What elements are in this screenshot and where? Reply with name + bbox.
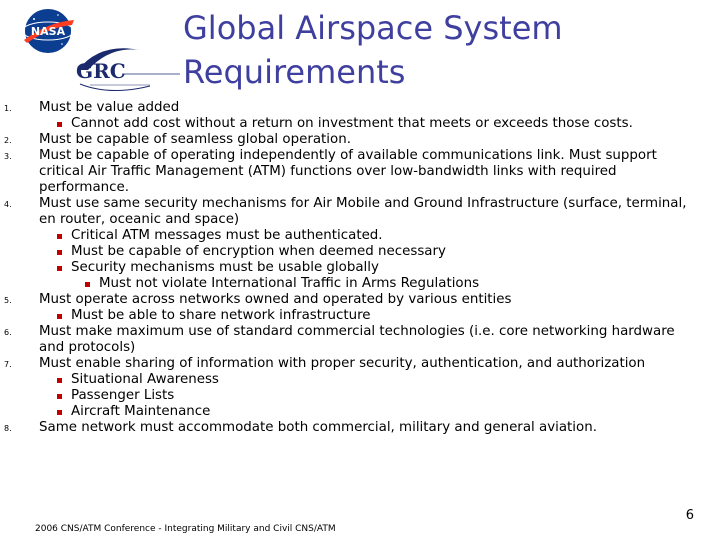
requirement-text: Must make maximum use of standard commercial technologies (i.e. core networking hardware and protocols) — [39, 324, 675, 355]
sub-requirement-text: Security mechanisms must be usable globally — [71, 260, 379, 275]
requirement-item — [0, 324, 700, 356]
sub-requirement — [0, 116, 700, 132]
page-number: 6 — [685, 508, 694, 523]
requirement-item — [0, 356, 700, 372]
requirement-number: 2. — [4, 136, 12, 145]
sub-requirement — [0, 228, 700, 244]
square-bullet-icon — [57, 234, 62, 239]
requirement-number: 8. — [4, 424, 12, 433]
square-bullet-icon — [57, 378, 62, 383]
requirement-item — [0, 148, 700, 196]
square-bullet-icon — [57, 250, 62, 255]
sub-sub-requirement-text: Must not violate International Traffic in Arms Regulations — [99, 276, 480, 291]
requirement-item — [0, 292, 700, 308]
sub-sub-requirement — [0, 276, 700, 292]
sub-requirement-text: Situational Awareness — [71, 372, 219, 387]
requirement-text: Must be capable of operating independently of available communications link. Must support critical Air Traffic Management (ATM) functions over low-bandwidth links with required performance. — [39, 148, 657, 195]
square-bullet-icon — [57, 314, 62, 319]
sub-requirement-text: Critical ATM messages must be authenticated. — [71, 228, 383, 243]
requirement-text: Must use same security mechanisms for Air Mobile and Ground Infrastructure (surface, terminal, en router, oceanic and space) — [39, 196, 687, 227]
nasa-logo — [18, 6, 78, 56]
title-line-1: Global Airspace System — [183, 9, 563, 47]
requirement-item — [0, 196, 700, 228]
requirement-number: 7. — [4, 360, 12, 369]
requirements-list — [0, 100, 700, 436]
requirement-text: Must enable sharing of information with proper security, authentication, and authorization — [39, 356, 646, 371]
sub-requirement-text: Aircraft Maintenance — [71, 404, 211, 419]
footer: 2006 CNS/ATM Conference - Integrating Military and Civil CNS/ATM — [35, 524, 336, 534]
requirement-item — [0, 100, 700, 116]
requirement-text: Must be capable of seamless global operation. — [39, 132, 351, 147]
square-bullet-icon — [57, 122, 62, 127]
requirement-number: 4. — [4, 200, 12, 209]
sub-requirement — [0, 260, 700, 276]
title-line-2: Requirements — [183, 53, 406, 91]
requirement-number: 6. — [4, 328, 12, 337]
sub-requirement — [0, 244, 700, 260]
sub-requirement-text: Must be able to share network infrastructure — [71, 308, 371, 323]
sub-requirement — [0, 404, 700, 420]
requirement-text: Must be value added — [39, 100, 180, 115]
square-bullet-icon — [85, 282, 90, 287]
square-bullet-icon — [57, 266, 62, 271]
slide-title — [183, 6, 703, 94]
square-bullet-icon — [57, 394, 62, 399]
nasa-logo-text: NASA — [30, 25, 66, 38]
square-bullet-icon — [57, 410, 62, 415]
requirement-number: 1. — [4, 104, 12, 113]
requirement-text: Must operate across networks owned and operated by various entities — [39, 292, 512, 307]
sub-requirement-text: Must be capable of encryption when deemed necessary — [71, 244, 446, 259]
requirement-item — [0, 132, 700, 148]
sub-requirement — [0, 388, 700, 404]
grc-logo-text: GRC — [76, 59, 126, 83]
requirement-text: Same network must accommodate both commercial, military and general aviation. — [39, 420, 597, 435]
requirement-number: 3. — [4, 152, 12, 161]
requirement-item — [0, 420, 700, 436]
sub-requirement-text: Cannot add cost without a return on investment that meets or exceeds those costs. — [71, 116, 633, 131]
requirement-number: 5. — [4, 296, 12, 305]
grc-logo — [70, 40, 185, 95]
sub-requirement-text: Passenger Lists — [71, 388, 175, 403]
sub-requirement — [0, 372, 700, 388]
sub-requirement — [0, 308, 700, 324]
